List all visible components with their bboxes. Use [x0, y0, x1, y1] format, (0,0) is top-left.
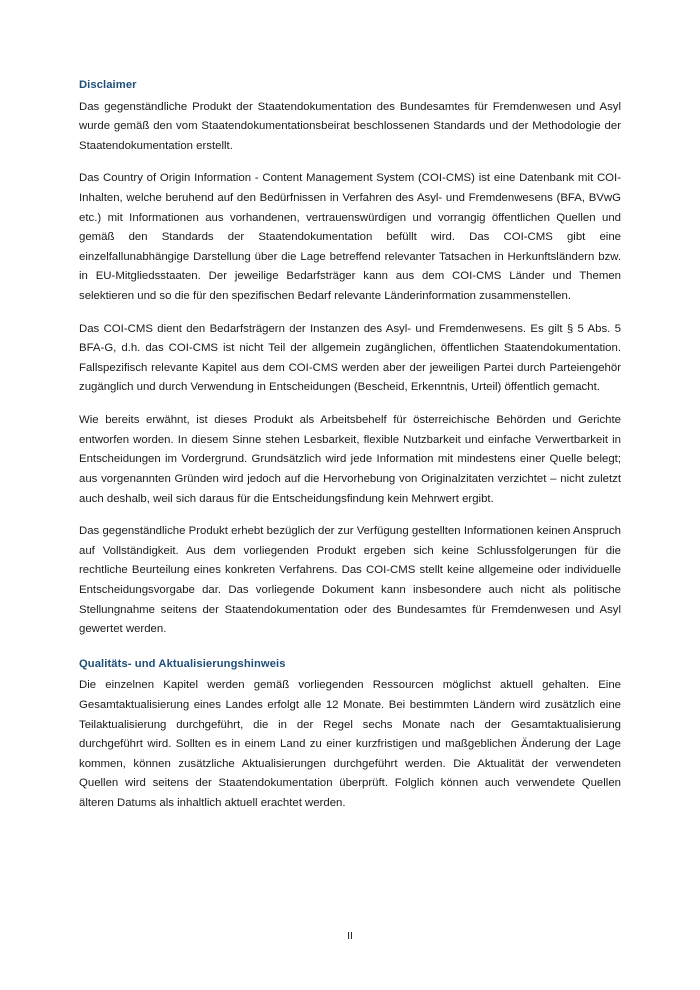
page-number: II — [347, 930, 353, 942]
disclaimer-paragraph-2: Das Country of Origin Information - Content Management System (COI-CMS) ist eine Datenbank mit COI-Inhalten, welche beruhend auf den Bedürfnissen in Verfahren des Asyl- und Fremdenwesens (BFA, BVwG etc.) mit Informationen aus vorhandenen, vertrauenswürdigen und vorrangig öffentlichen Quellen und gemäß den Standards der Staatendokumentation befüllt wird. Das COI-CMS gibt eine einzelfallunabhängige Darstellung über die Lage betreffend relevanter Tatsachen in Herkunftsländern bzw. in EU-Mitgliedsstaaten. Der jeweilige Bedarfsträger kann aus dem COI-CMS Länder und Themen selektieren und so die für den spezifischen Bedarf relevante Länderinformation zusammenstellen. — [79, 172, 621, 303]
disclaimer-paragraph-4: Wie bereits erwähnt, ist dieses Produkt als Arbeitsbehelf für österreichische Behörden und Gerichte entworfen worden. In diesem Sinne stehen Lesbarkeit, flexible Nutzbarkeit und einfache Verwertbarkeit in Entscheidungen im Vordergrund. Grundsätzlich wird jede Information mit mindestens einer Quelle belegt; aus vorgenannten Gründen wird jedoch auf die Hervorhebung von Originalzitaten verzichtet – nicht zuletzt auch deshalb, weil sich daraus für die Entscheidungsfindung kein Mehrwert ergibt. — [79, 414, 621, 505]
disclaimer-paragraph-1: Das gegenständliche Produkt der Staatendokumentation des Bundesamtes für Fremdenwesen und Asyl wurde gemäß den vom Staatendokumentationsbeirat beschlossenen Standards und der Methodologie der Staatendokumentation erstellt. — [79, 100, 621, 152]
quality-notice-heading: Qualitäts- und Aktualisierungshinweis — [79, 657, 286, 670]
document-body — [79, 78, 621, 814]
disclaimer-paragraph-3: Das COI-CMS dient den Bedarfsträgern der Instanzen des Asyl- und Fremdenwesens. Es gilt § 5 Abs. 5 BFA-G, d.h. das COI-CMS ist nicht Teil der allgemein zugänglichen, öffentlichen Staatendokumentation. Fallspezifisch relevante Kapitel aus dem COI-CMS werden aber der jeweiligen Partei durch Parteiengehör zugänglich und durch Verwendung in Entscheidungen (Bescheid, Erkenntnis, Urteil) öffentlich gemacht. — [79, 322, 621, 394]
disclaimer-heading: Disclaimer — [79, 79, 137, 91]
quality-notice-paragraph-1: Die einzelnen Kapitel werden gemäß vorliegenden Ressourcen möglichst aktuell gehalten. Eine Gesamtaktualisierung eines Landes erfolgt alle 12 Monate. Bei bestimmten Ländern wird zusätzlich eine Teilaktualisierung durchgeführt, die in der Regel sechs Monate nach der Gesamtaktualisierung durchgeführt wird. Sollten es in einem Land zu einer kurzfristigen und maßgeblichen Änderung der Lage kommen, können zusätzliche Aktualisierungen durchgeführt werden. Die Aktualität der verwendeten Quellen wird seitens der Staatendokumentation überprüft. Folglich können auch verwendete Quellen älteren Datums als inhaltlich aktuell erachtet werden. — [79, 679, 621, 810]
disclaimer-paragraph-5: Das gegenständliche Produkt erhebt bezüglich der zur Verfügung gestellten Informationen keinen Anspruch auf Vollständigkeit. Aus dem vorliegenden Produkt ergeben sich keine Schlussfolgerungen für die rechtliche Beurteilung eines konkreten Verfahrens. Das COI-CMS stellt keine allgemeine oder individuelle Entscheidungsvorgabe dar. Das vorliegende Dokument kann insbesondere auch nicht als politische Stellungnahme seitens der Staatendokumentation oder des Bundesamtes für Fremdenwesen und Asyl gewertet werden. — [79, 525, 621, 636]
